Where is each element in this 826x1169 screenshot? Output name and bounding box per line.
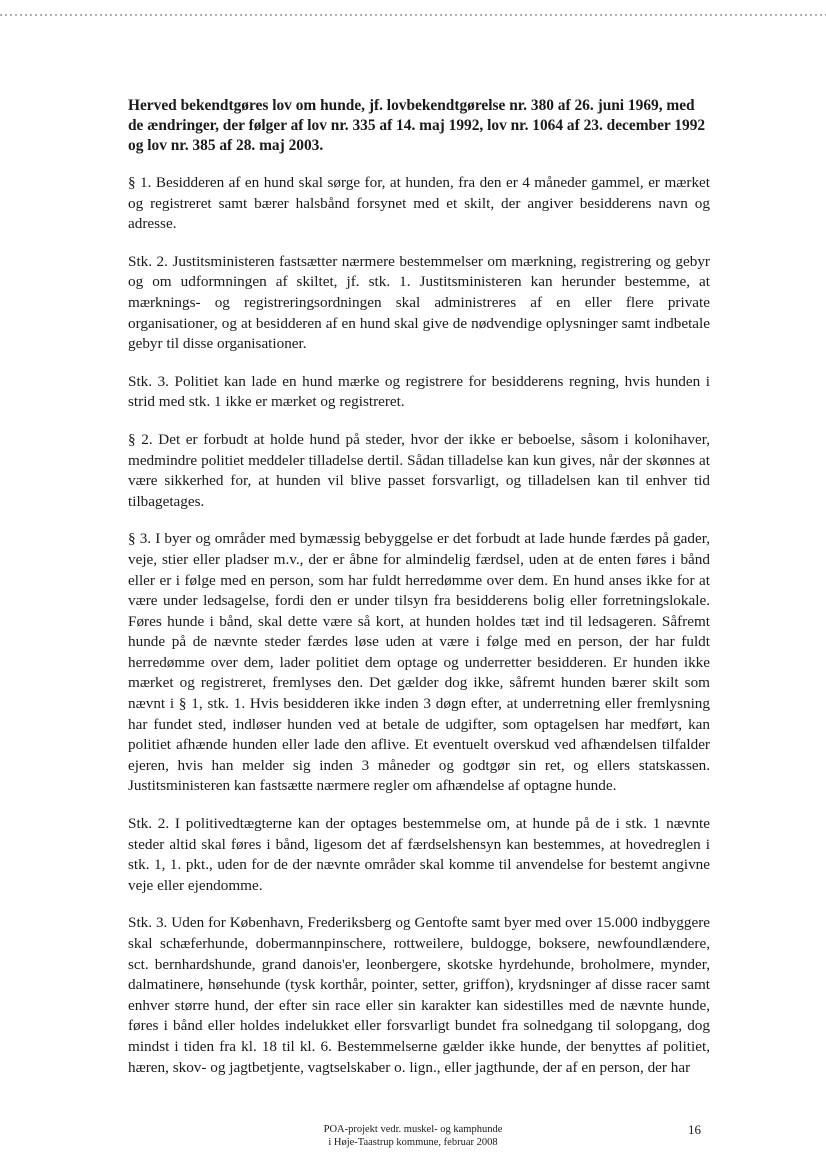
paragraph-3: Stk. 3. Politiet kan lade en hund mærke og registrere for besidderens regning, hvis hunden i strid med stk. 1 ikke er mærket og registreret.	[128, 372, 710, 411]
footer-line-1: POA-projekt vedr. muskel- og kamphunde	[323, 1124, 503, 1135]
scan-edge-line	[0, 14, 826, 16]
page-number: 16	[688, 1122, 701, 1137]
paragraph-6: Stk. 2. I politivedtægterne kan der optages bestemmelse om, at hunde på de i stk. 1 nævnte steder altid skal føres i bånd, ligesom det af færdselshensyn kan bestemmes, at hovedreglen i stk. 1, 1. pkt., uden for de der nævnte områder skal komme til anvendelse for bestemt angivne veje eller ejendomme.	[128, 815, 710, 894]
document-heading: Herved bekendtgøres lov om hunde, jf. lovbekendtgørelse nr. 380 af 26. juni 1969, med de ændringer, der følger af lov nr. 335 af 14. maj 1992, lov nr. 1064 af 23. december 1992 og lov nr. 385 af 28. maj 2003.	[128, 97, 706, 154]
paragraph-5: § 3. I byer og områder med bymæssig bebyggelse er det forbudt at lade hunde færdes på gader, veje, stier eller pladser m.v., der er åbne for almindelig færdsel, uden at de enten føres i bånd eller er i følge med en person, som har fuldt herredømme over dem. En hund anses ikke for at være under ledsagelse, fordi den er under tilsyn fra besidderens bolig eller forretningslokale. Føres hunde i bånd, skal dette være så kort, at hunden holdes tæt ind til ledsageren. Såfremt hunde på de nævnte steder færdes løse uden at være i følge med en person, der har fuldt herredømme over dem, lader politiet dem optage og underretter besidderen. Er hunden ikke mærket og registreret, fremlyses den. Det gælder dog ikke, såfremt hunden bærer skilt som nævnt i § 1, stk. 1. Hvis besidderen ikke inden 3 døgn efter, at underretning eller fremlysning har fundet sted, indløser hunden ved at betale de udgifter, som optagelsen har medført, kan politiet afhænde hunden eller lade den aflive. Et eventuelt overskud ved afhændelsen tilfalder ejeren, hvis han melder sig inden 3 måneder og godtgør sin ret, og ellers statskassen. Justitsministeren kan fastsætte nærmere regler om afhændelse af optagne hunde.	[128, 530, 710, 795]
paragraph-7: Stk. 3. Uden for København, Frederiksberg og Gentofte samt byer med over 15.000 indbyggere skal schæferhunde, dobermannpinschere, rottweilere, buldogge, boksere, newfoundlændere, sct. bernhardshunde, grand danois'er, leonbergere, skotske hyrdehunde, broholmere, mynder, dalmatinere, hønsehunde (tysk korthår, pointer, setter, griffon), krydsninger af disse racer samt enhver større hund, der efter sin race eller sin karakter kan sidestilles med de nævnte hunde, føres i bånd eller holdes indelukket eller forsvarligt bundet fra solnedgang til solopgang, dog mindst i tiden fra kl. 18 til kl. 6. Bestemmelserne gælder ikke hunde, der benyttes af politiet, hæren, skov- og jagtbetjente, vagtselskaber o. lign., eller jagthunde, der af en person, der har	[128, 914, 710, 1076]
paragraph-4: § 2. Det er forbudt at holde hund på steder, hvor der ikke er beboelse, såsom i kolonihaver, medmindre politiet meddeler tilladelse dertil. Sådan tilladelse kan kun gives, når der skønnes at være sikkerhed for, at hunden vil blive passet forsvarligt, og tilladelsen kan til enhver tid tilbagetages.	[128, 430, 710, 510]
paragraph-2: Stk. 2. Justitsministeren fastsætter nærmere bestemmelser om mærkning, registrering og gebyr og om udformningen af skiltet, jf. stk. 1. Justitsministeren kan herunder bestemme, at mærknings- og registreringsordningen skal administreres af en eller flere private organisationer, og at besidderen af en hund skal give de nødvendige oplysninger samt indbetale gebyr til disse organisationer.	[128, 252, 710, 353]
paragraph-1: § 1. Besidderen af en hund skal sørge for, at hunden, fra den er 4 måneder gammel, er mærket og registreret samt bærer halsbånd forsynet med et skilt, der angiver besidderens navn og adresse.	[128, 174, 710, 233]
document-body	[128, 96, 710, 1095]
page-footer	[240, 1123, 586, 1149]
footer-line-2: i Høje-Taastrup kommune, februar 2008	[328, 1137, 498, 1148]
